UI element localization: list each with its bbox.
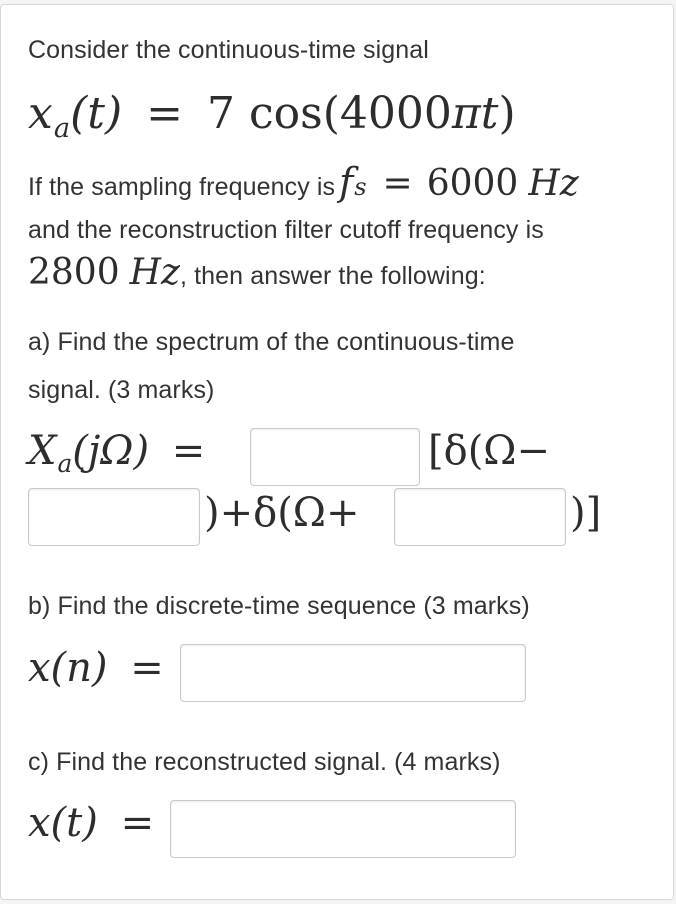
reconstructed-answer-input[interactable] <box>170 800 516 858</box>
fs-unit: Hz <box>528 163 579 204</box>
reconstructed-eq: = <box>120 800 155 846</box>
cutoff-text: and the reconstruction filter cutoff frequency is <box>28 216 544 244</box>
part-a-prompt-line1: a) Find the spectrum of the continuous-time <box>28 328 515 356</box>
spectrum-amplitude-input[interactable] <box>250 428 420 486</box>
spectrum-bracket-open: [δ(Ω− <box>428 428 550 474</box>
sampling-line <box>28 160 579 204</box>
part-a-prompt-line2: signal. (3 marks) <box>28 376 215 404</box>
fs-symbol: f <box>339 160 354 204</box>
spectrum-lhs-arg: (jΩ) <box>72 428 150 474</box>
sequence-eq: = <box>130 645 164 691</box>
part-a-lhs <box>28 428 205 478</box>
signal-lhs: x <box>28 88 53 139</box>
fs-eq: = <box>382 163 413 204</box>
fs-value: 6000 <box>426 163 519 204</box>
cutoff-line <box>28 252 486 298</box>
signal-lhs-arg: (t) <box>70 88 123 139</box>
signal-func: cos(4000 <box>248 88 452 139</box>
sequence-lhs: x(n) <box>28 645 108 691</box>
part-c-prompt: c) Find the reconstructed signal. (4 marks) <box>28 748 501 776</box>
spectrum-freq2-input[interactable] <box>394 488 566 546</box>
sampling-text: If the sampling frequency is <box>28 173 336 201</box>
fs-sub: s <box>354 173 367 201</box>
signal-equation <box>28 88 516 144</box>
spectrum-freq1-input[interactable] <box>28 488 200 546</box>
signal-coef: 7 <box>206 88 235 139</box>
reconstructed-lhs: x(t) <box>28 800 98 846</box>
part-b-prompt: b) Find the discrete-time sequence (3 marks) <box>28 592 530 620</box>
signal-close: ) <box>498 88 516 139</box>
spectrum-lhs: X <box>28 428 57 474</box>
spectrum-mid: )+δ(Ω+ <box>204 490 360 536</box>
spectrum-bracket-close: )] <box>570 490 602 536</box>
part-b-lhs <box>28 645 164 691</box>
signal-lhs-sub: a <box>53 112 71 144</box>
cutoff-value: 2800 <box>28 252 120 293</box>
spectrum-lhs-sub: a <box>57 448 73 478</box>
cutoff-unit: Hz <box>129 252 180 293</box>
signal-pi-t: πt <box>451 88 499 139</box>
signal-eq: = <box>146 88 183 139</box>
sequence-answer-input[interactable] <box>180 644 526 702</box>
intro-text: Consider the continuous-time signal <box>28 36 429 64</box>
cutoff-followup: , then answer the following: <box>180 262 486 290</box>
spectrum-eq: = <box>171 428 206 474</box>
part-c-lhs <box>28 800 154 846</box>
